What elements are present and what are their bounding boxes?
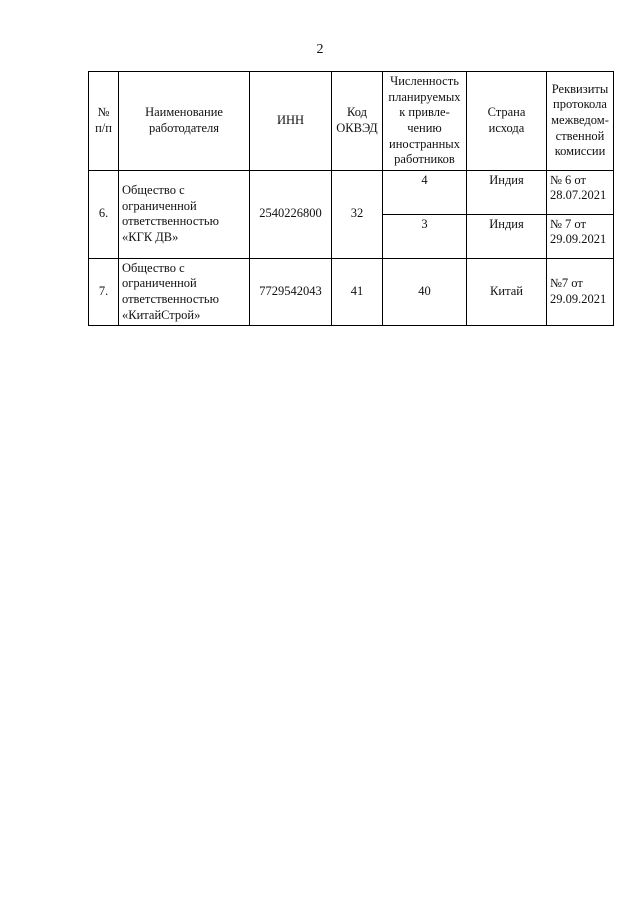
table-row <box>89 170 614 214</box>
row-num: 7. <box>89 258 119 326</box>
worker-count: 4 <box>383 170 467 214</box>
country: Китай <box>467 258 547 326</box>
employer-inn: 2540226800 <box>250 170 332 258</box>
country: Индия <box>467 214 547 258</box>
okved-code: 32 <box>332 170 383 258</box>
page-number: 2 <box>316 42 324 57</box>
header-worker-count: Численность планируемых к привле-чению иностранных работников <box>383 72 467 171</box>
protocol-details: № 7 от 29.09.2021 <box>547 214 614 258</box>
table-header-row <box>89 72 614 171</box>
row-num: 6. <box>89 170 119 258</box>
header-protocol: Реквизиты протокола межведом-ственной комиссии <box>547 72 614 171</box>
country: Индия <box>467 170 547 214</box>
worker-count: 40 <box>383 258 467 326</box>
header-inn: ИНН <box>250 72 332 171</box>
protocol-details: № 6 от 28.07.2021 <box>547 170 614 214</box>
header-okved: Код ОКВЭД <box>332 72 383 171</box>
header-num: № п/п <box>89 72 119 171</box>
protocol-details: №7 от 29.09.2021 <box>547 258 614 326</box>
foreign-workers-table <box>88 71 614 326</box>
employer-name: Общество с ограниченной ответственностью «КГК ДВ» <box>119 170 250 258</box>
header-country: Страна исхода <box>467 72 547 171</box>
table-row <box>89 258 614 326</box>
employer-inn: 7729542043 <box>250 258 332 326</box>
employer-name: Общество с ограниченной ответственностью «КитайСтрой» <box>119 258 250 326</box>
okved-code: 41 <box>332 258 383 326</box>
header-employer-name: Наименование работодателя <box>119 72 250 171</box>
worker-count: 3 <box>383 214 467 258</box>
